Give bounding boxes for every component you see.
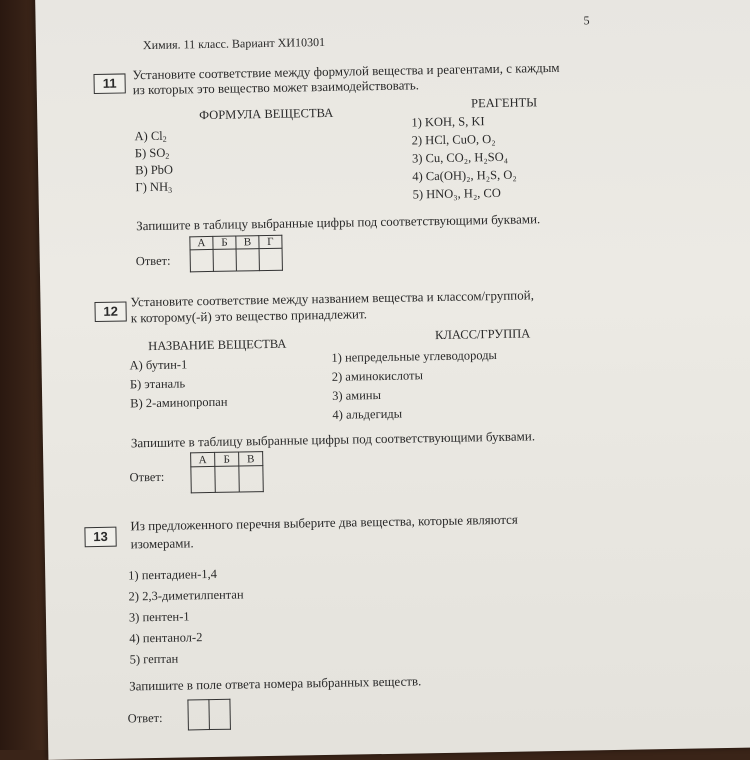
q12-class-2: 2) аминокислоты: [331, 368, 424, 384]
q11-answer-cell-c[interactable]: [236, 249, 259, 271]
q13-answer-field: [187, 699, 231, 731]
q12-class-4: 4) альдегиды: [332, 406, 403, 422]
q11-answer-cell-b[interactable]: [213, 249, 236, 271]
q11-answer-cell-a[interactable]: [190, 249, 213, 271]
q13-answer-cell-1[interactable]: [188, 700, 210, 730]
q12-answer-cell-c[interactable]: [239, 466, 263, 492]
q13-text-line2: изомерами.: [130, 535, 194, 552]
question-number-11: 11: [93, 73, 125, 94]
q11-formula-d: Г) $NH_3$: [135, 179, 173, 195]
q11-text-line2: из которых это вещество может взаимодействовать.: [132, 77, 420, 98]
q12-class-1: 1) непредельные углеводороды: [331, 347, 498, 365]
q11-reagent-5: 5) HNO₃, H₂, CO: [412, 185, 501, 202]
q13-answer-label: Ответ:: [127, 710, 163, 726]
q13-option-2: 2) 2,3-диметилпентан: [128, 587, 244, 604]
question-number-13: 13: [84, 527, 116, 548]
q11-reagent-2: 2) HCl, CuO, O₂: [411, 131, 496, 148]
q12-col-header: А: [191, 452, 215, 466]
q11-right-heading: РЕАГЕНТЫ: [470, 95, 538, 111]
q12-col-header: Б: [215, 452, 239, 466]
q12-instruction: Запишите в таблицу выбранные цифры под соответствующими буквами.: [130, 428, 536, 451]
q11-text-line1: Установите соответствие между формулой вещества и реагентами, с каждым: [132, 59, 560, 83]
q11-answer-label: Ответ:: [135, 253, 171, 269]
question-number-12: 12: [94, 301, 126, 322]
q11-formula-c: В) PbO: [135, 162, 174, 178]
q11-answer-cell-d[interactable]: [259, 248, 282, 270]
q13-option-4: 4) пентанол-2: [129, 630, 203, 646]
q11-instruction: Запишите в таблицу выбранные цифры под соответствующими буквами.: [135, 211, 541, 234]
q11-col-header: Б: [213, 236, 236, 249]
q11-col-header: А: [190, 236, 213, 249]
q12-name-c: В) 2-аминопропан: [130, 394, 228, 411]
exam-page: [35, 0, 750, 760]
q11-col-header: Г: [259, 235, 282, 248]
q11-left-heading: ФОРМУЛА ВЕЩЕСТВА: [199, 105, 334, 123]
q12-answer-label: Ответ:: [129, 469, 165, 485]
q11-formula-a: А) $Cl_2$: [134, 128, 167, 144]
q11-reagent-1: 1) KOH, S, KI: [411, 114, 485, 130]
page-header: Химия. 11 класс. Вариант ХИ10301: [142, 34, 326, 53]
q12-answer-cell-a[interactable]: [191, 466, 215, 492]
q12-left-heading: НАЗВАНИЕ ВЕЩЕСТВА: [148, 336, 287, 354]
q13-instruction: Запишите в поле ответа номера выбранных веществ.: [129, 673, 422, 694]
q11-reagent-4: 4) Ca(OH)₂, H₂S, O₂: [412, 167, 517, 184]
q11-answer-table: [189, 235, 283, 273]
q11-reagent-3: 3) Cu, CO₂, H₂SO₄: [411, 149, 509, 166]
q13-option-5: 5) гептан: [129, 651, 179, 667]
q12-answer-table: [190, 451, 264, 493]
page-number: 5: [583, 13, 590, 28]
q11-col-header: В: [236, 236, 259, 249]
q12-right-heading: КЛАСС/ГРУППА: [434, 326, 531, 343]
q13-option-3: 3) пентен-1: [128, 609, 190, 625]
q12-class-3: 3) амины: [332, 388, 382, 403]
q13-text-line1: Из предложенного перечня выберите два вещества, которые являются: [130, 511, 518, 534]
q12-answer-cell-b[interactable]: [215, 466, 239, 492]
q12-col-header: В: [239, 452, 263, 466]
q12-name-a: А) бутин-1: [129, 357, 188, 373]
q11-formula-b: Б) $SO_2$: [134, 145, 170, 161]
q13-answer-cell-2[interactable]: [209, 699, 231, 729]
q13-option-1: 1) пентадиен-1,4: [128, 566, 218, 583]
q12-text-line2: к которому(-й) это вещество принадлежит.: [130, 306, 368, 326]
q12-text-line1: Установите соответствие между названием вещества и классом/группой,: [130, 287, 534, 310]
q12-name-b: Б) этаналь: [129, 376, 186, 392]
